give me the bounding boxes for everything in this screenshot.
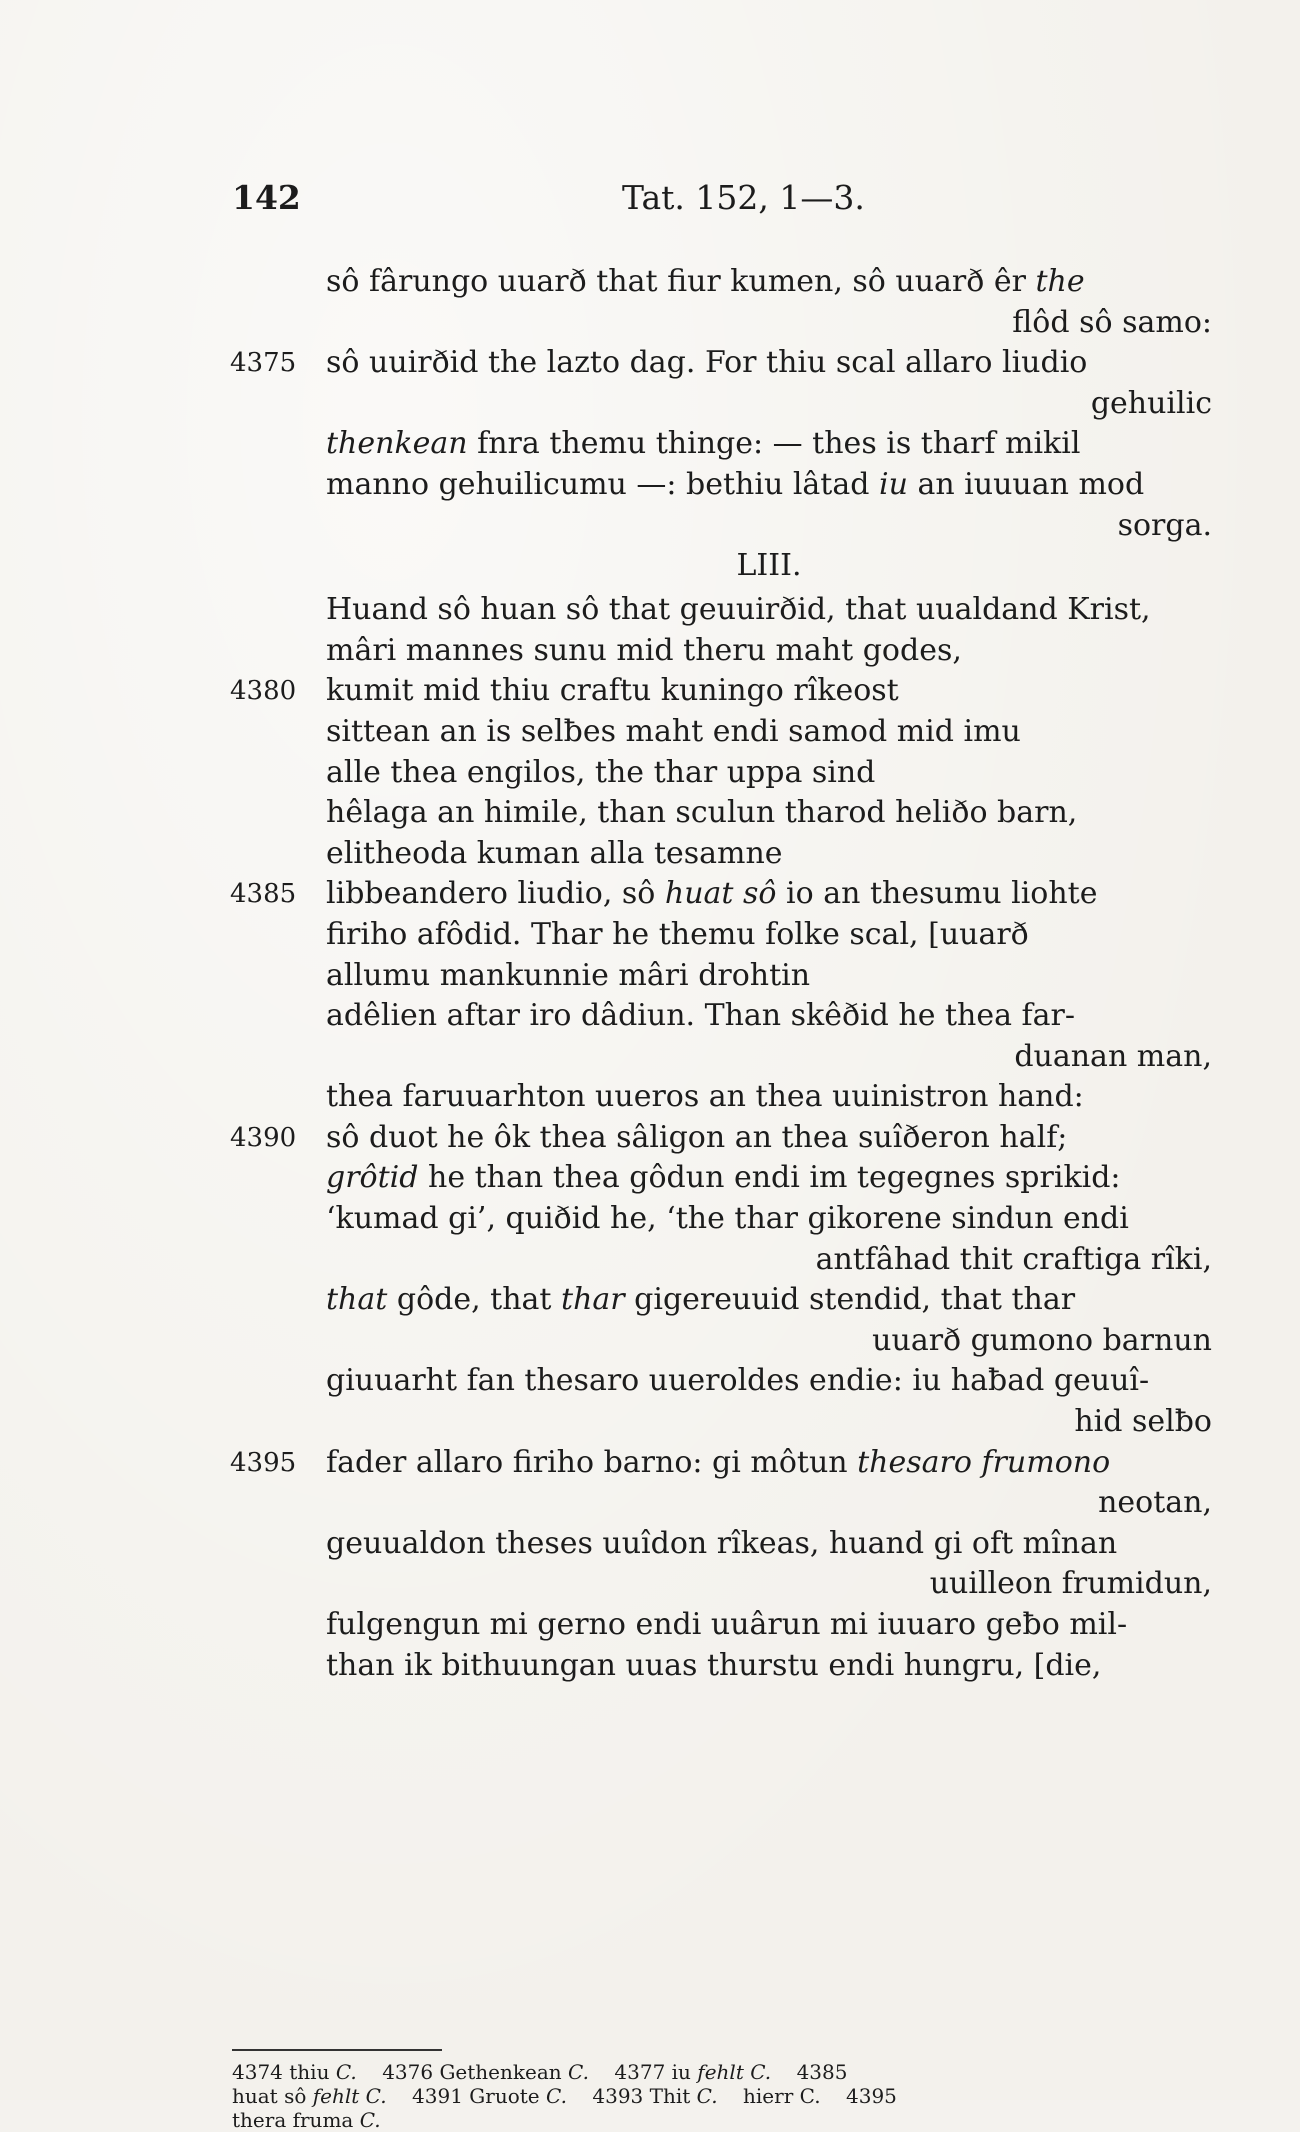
verse-line: [230, 384, 1212, 425]
text-run: an iuuuan mod: [907, 466, 1145, 502]
line-text: [326, 1199, 1212, 1240]
verse-line: [230, 1402, 1212, 1443]
verse-line: [230, 956, 1212, 997]
page-number: 142: [232, 178, 301, 217]
poem-text: [230, 262, 1212, 1686]
text-run: ‘kumad gi’, quiðid he, ‘the thar gikorene sindun endi: [326, 1201, 1129, 1237]
line-text: [326, 590, 1212, 631]
line-text: [326, 996, 1212, 1037]
text-run: gehuilic: [1090, 385, 1212, 421]
italic-emphasis: fehlt C.: [312, 2084, 387, 2108]
text-run: than ik bithuungan uuas thurstu endi hungru, [die,: [326, 1647, 1102, 1683]
text-run: sô fârungo uuarð that fiur kumen, sô uuarð êr: [326, 264, 1036, 299]
verse-line: [230, 671, 1212, 712]
text-run: 4385: [771, 2060, 848, 2084]
line-number: 4380: [230, 676, 297, 707]
italic-emphasis: fehlt C.: [697, 2060, 772, 2084]
italic-emphasis: huat sô: [664, 876, 777, 912]
text-run: sô duot he ôk thea sâligon an thea suîðeron half;: [326, 1119, 1068, 1155]
line-text: [326, 1646, 1212, 1687]
line-text: [1074, 1402, 1212, 1443]
verse-line: [230, 1605, 1212, 1646]
verse-line: [230, 506, 1212, 547]
text-run: gôde, that: [387, 1282, 562, 1318]
footnote-line: [232, 2108, 1212, 2132]
section-heading: LIII.: [736, 548, 802, 584]
text-run: huat sô: [232, 2084, 313, 2108]
text-run: uuilleon frumidun,: [929, 1566, 1212, 1602]
line-text: [326, 1077, 1212, 1118]
footnote-rule: [232, 2049, 442, 2051]
verse-line: [230, 1361, 1212, 1402]
text-run: sittean an is selƀes maht endi samod mid imu: [326, 713, 1021, 749]
line-text: [816, 1240, 1212, 1281]
italic-emphasis: grôtid: [326, 1160, 419, 1196]
verse-line: [230, 1321, 1212, 1362]
text-run: Huand sô huan sô that geuuirðid, that uualdand Krist,: [326, 592, 1151, 628]
verse-line: [230, 303, 1212, 344]
text-run: fnra themu thinge: — thes is tharf mikil: [467, 426, 1081, 462]
text-run: sô uuirðid the lazto dag. For thiu scal allaro liudio: [326, 345, 1088, 381]
line-text: [326, 1361, 1212, 1402]
line-text: [326, 424, 1212, 465]
text-run: geuualdon theses uuîdon rîkeas, huand gi oft mînan: [326, 1525, 1118, 1561]
text-run: thera fruma: [232, 2108, 360, 2132]
line-text: [326, 465, 1212, 506]
text-run: 4374 thiu: [232, 2060, 336, 2084]
verse-line: [230, 1118, 1212, 1159]
text-run: gigereuuid stendid, that thar: [624, 1282, 1076, 1318]
verse-line: [230, 424, 1212, 465]
text-run: fader allaro firiho barno: gi môtun: [326, 1444, 858, 1480]
line-text: [1091, 384, 1212, 425]
line-text: [930, 1564, 1212, 1605]
italic-emphasis: thesaro frumono: [857, 1444, 1111, 1480]
verse-line: [230, 1280, 1212, 1321]
footnote-line: [232, 2084, 1212, 2108]
footnote-line: [232, 2060, 1212, 2084]
text-run: libbeandero liudio, sô: [326, 876, 665, 912]
line-text: [326, 834, 1212, 875]
italic-emphasis: C.: [568, 2060, 589, 2084]
line-text: [326, 1280, 1212, 1321]
verse-line: [230, 262, 1212, 303]
line-text: [1012, 303, 1212, 344]
text-run: allumu mankunnie mâri drohtin: [326, 957, 811, 993]
verse-line: [230, 1199, 1212, 1240]
verse-line: [230, 631, 1212, 672]
line-text: [326, 1443, 1212, 1484]
text-run: duanan man,: [1014, 1038, 1212, 1074]
text-run: adêlien aftar iro dâdiun. Than skêðid he thea far-: [326, 998, 1076, 1034]
page-header: [232, 178, 1212, 228]
italic-emphasis: iu: [878, 466, 908, 502]
line-text: [326, 671, 1212, 712]
italic-emphasis: thar: [561, 1282, 625, 1318]
italic-emphasis: C.: [335, 2060, 357, 2084]
text-run: manno gehuilicumu —: bethiu lâtad: [326, 466, 879, 502]
line-text: [326, 343, 1212, 384]
text-run: thea faruuarhton uueros an thea uuinistron hand:: [326, 1079, 1084, 1115]
verse-line: [230, 1240, 1212, 1281]
verse-line: [230, 343, 1212, 384]
verse-line: [230, 1564, 1212, 1605]
verse-line: [230, 1646, 1212, 1687]
verse-line: [230, 1483, 1212, 1524]
text-run: giuuarht fan thesaro uueroldes endie: iu haƀad geuuî-: [326, 1363, 1150, 1399]
text-run: he than thea gôdun endi im tegegnes sprikid:: [418, 1160, 1121, 1196]
verse-line: [230, 874, 1212, 915]
text-run: antfâhad thit craftiga rîki,: [815, 1241, 1212, 1277]
line-text: [326, 631, 1212, 672]
line-number: 4385: [230, 879, 297, 910]
line-number: 4375: [230, 348, 297, 379]
text-run: hierr C. 4395: [717, 2084, 897, 2108]
line-text: [326, 1524, 1212, 1565]
text-run: 4393 Thit: [566, 2084, 697, 2108]
line-text: [326, 1605, 1212, 1646]
line-text: [326, 915, 1212, 956]
text-run: flôd sô samo:: [1012, 304, 1212, 340]
line-text: [326, 793, 1212, 834]
italic-emphasis: that: [326, 1282, 388, 1318]
text-run: fulgengun mi gerno endi uuârun mi iuuaro geƀo mil-: [326, 1607, 1128, 1642]
line-text: [872, 1321, 1212, 1362]
verse-line: [230, 915, 1212, 956]
text-run: hid selƀo: [1074, 1404, 1212, 1440]
italic-emphasis: C.: [359, 2108, 381, 2132]
text-run: io an thesumu liohte: [776, 876, 1098, 912]
verse-line: [230, 753, 1212, 794]
text-run: hêlaga an himile, than sculun tharod heliðo barn,: [326, 795, 1078, 831]
verse-line: [230, 1524, 1212, 1565]
line-text: [326, 874, 1212, 915]
verse-line: [230, 793, 1212, 834]
line-number: 4390: [230, 1122, 297, 1153]
text-run: kumit mid thiu craftu kuningo rîkeost: [326, 673, 899, 709]
text-run: neotan,: [1098, 1485, 1212, 1521]
text-run: elitheoda kuman alla tesamne: [326, 835, 783, 871]
line-text: [326, 1158, 1212, 1199]
running-head: Tat. 152, 1—3.: [622, 178, 865, 217]
verse-line: [230, 590, 1212, 631]
line-number: 4395: [230, 1447, 297, 1478]
line-text: [326, 712, 1212, 753]
verse-line: [230, 834, 1212, 875]
text-run: 4376 Gethenkean: [356, 2060, 569, 2084]
text-run: 4391 Gruote: [386, 2084, 546, 2108]
verse-line: [230, 1077, 1212, 1118]
line-text: [1098, 1483, 1212, 1524]
text-run: uuarð gumono barnun: [872, 1322, 1212, 1358]
verse-line: [230, 465, 1212, 506]
verse-line: [230, 1037, 1212, 1078]
verse-line: [230, 1443, 1212, 1484]
line-text: [326, 262, 1212, 303]
text-run: sorga.: [1117, 507, 1212, 543]
line-text: [326, 753, 1212, 794]
line-text: [326, 956, 1212, 997]
line-text: [326, 1118, 1212, 1159]
verse-line: [230, 996, 1212, 1037]
verse-line: [230, 712, 1212, 753]
verse-line: [230, 1158, 1212, 1199]
text-run: mâri mannes sunu mid theru maht godes,: [326, 632, 962, 668]
footnotes: [232, 2060, 1212, 2132]
text-run: 4377 iu: [588, 2060, 698, 2084]
text-run: firiho afôdid. Thar he themu folke scal, [uuarð: [326, 916, 1029, 952]
italic-emphasis: thenkean: [326, 426, 468, 462]
italic-emphasis: the: [1035, 264, 1085, 299]
italic-emphasis: C.: [545, 2084, 567, 2108]
line-text: [1014, 1037, 1212, 1078]
line-text: [1118, 506, 1212, 547]
italic-emphasis: C.: [696, 2084, 718, 2108]
text-run: alle thea engilos, the thar uppa sind: [326, 754, 876, 790]
